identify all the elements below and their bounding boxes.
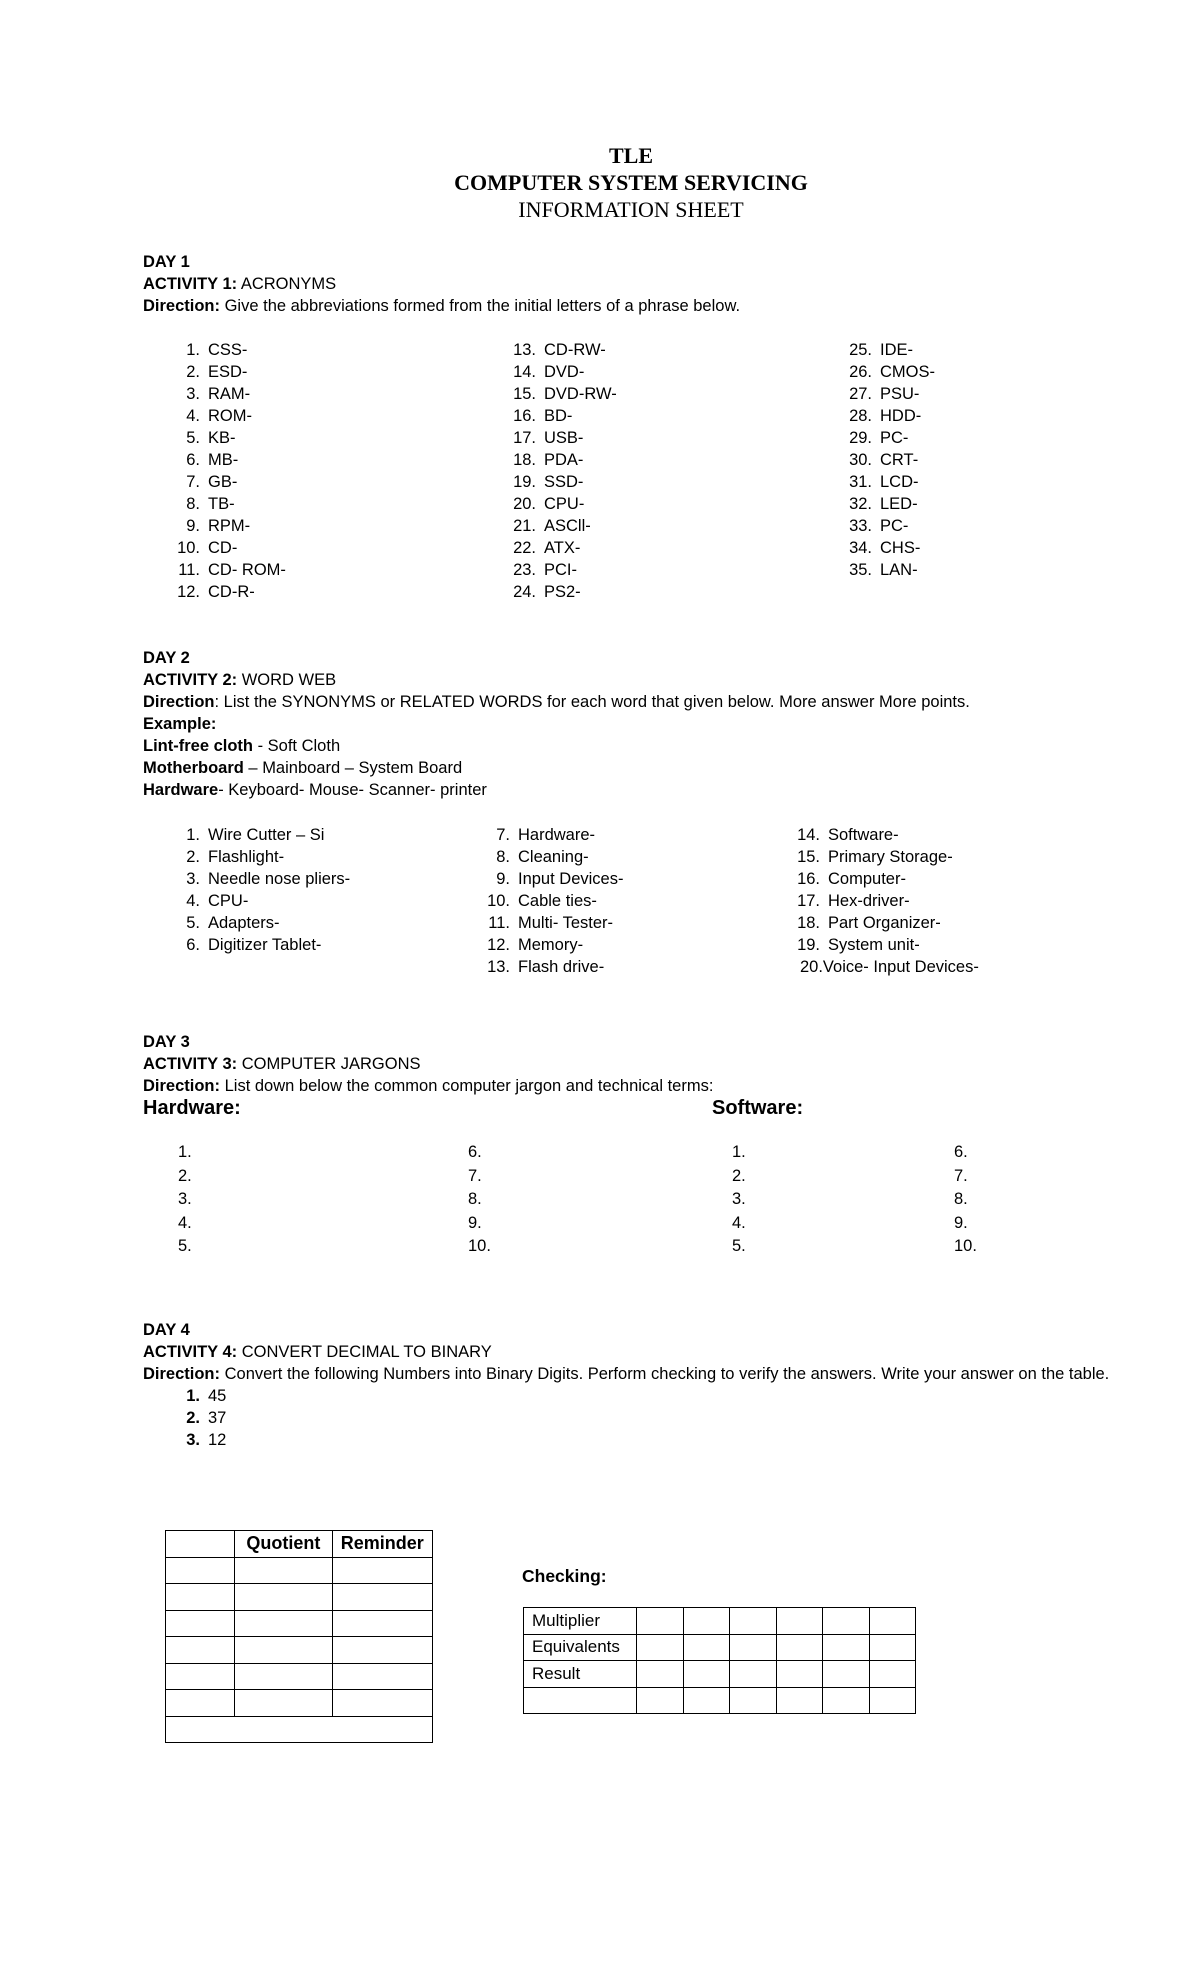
list-item — [482, 846, 623, 868]
list-item — [172, 890, 350, 912]
list-item-number: 18. — [797, 914, 820, 932]
list-item-number: 32. — [849, 495, 872, 513]
list-item — [172, 824, 350, 846]
list-item-number: 6. — [186, 936, 200, 954]
day1-list-col1 — [172, 339, 286, 603]
list-item-number: 21. — [513, 517, 536, 535]
list-item-number: 2. — [186, 363, 200, 381]
list-item — [508, 383, 617, 405]
list-item-text: PCI- — [544, 561, 577, 579]
day2-example-2: Motherboard – Mainboard – System Board — [143, 759, 463, 777]
blank-entry-number: 3. — [178, 1190, 192, 1208]
list-item-number: 26. — [849, 363, 872, 381]
day1-list-col2 — [508, 339, 617, 603]
list-item-text: Computer- — [828, 870, 906, 888]
blank-entry-number: 9. — [954, 1213, 968, 1232]
list-item-number: 8. — [186, 495, 200, 513]
blank-entry-number: 6. — [954, 1143, 968, 1161]
list-item-number: 9. — [186, 517, 200, 535]
list-item-number: 29. — [849, 429, 872, 447]
table-row — [166, 1557, 433, 1584]
list-item — [172, 493, 286, 515]
list-item-number: 16. — [797, 870, 820, 888]
day1-list-col3 — [844, 339, 935, 581]
list-item-text: Needle nose pliers- — [208, 870, 351, 888]
list-item — [508, 405, 617, 427]
blank-entry-number: 7. — [468, 1166, 482, 1185]
list-item — [482, 934, 623, 956]
list-item-number: 33. — [849, 517, 872, 535]
list-item-text: TB- — [208, 495, 235, 513]
blank-entry-number: 1. — [178, 1143, 192, 1161]
list-item-number: 1. — [186, 826, 200, 844]
list-item — [844, 537, 935, 559]
day2-item-20: 20.Voice- Input Devices- — [800, 958, 979, 976]
quotient-header: Quotient — [235, 1531, 332, 1558]
day1-heading: DAY 1 — [143, 253, 190, 271]
list-item — [508, 449, 617, 471]
list-item-number: 9. — [496, 870, 510, 888]
table-row — [166, 1716, 433, 1743]
list-item-text: SSD- — [544, 473, 584, 491]
blank-entry-number: 4. — [732, 1213, 746, 1232]
list-item-text: Part Organizer- — [828, 914, 941, 932]
list-item-number: 4. — [186, 892, 200, 910]
list-item — [508, 493, 617, 515]
checking-row-label: Result — [524, 1661, 637, 1688]
list-item-text: PC- — [880, 429, 909, 447]
list-item — [482, 956, 623, 978]
day2-list-col3 — [792, 824, 953, 956]
table-row — [166, 1584, 433, 1611]
list-item-number: 2. — [186, 848, 200, 866]
blank-entry-number: 1. — [732, 1143, 746, 1161]
list-item — [844, 361, 935, 383]
list-item-number: 4. — [186, 407, 200, 425]
list-item — [508, 427, 617, 449]
day1-direction: Direction: Give the abbreviations formed from the initial letters of a phrase below. — [143, 297, 741, 315]
list-item-number: 10. — [177, 539, 200, 557]
list-item-text: Adapters- — [208, 914, 280, 932]
list-item — [508, 515, 617, 537]
list-item — [844, 427, 935, 449]
software-heading: Software: — [712, 1097, 804, 1119]
list-item-number: 10. — [487, 892, 510, 910]
list-item — [844, 449, 935, 471]
list-item-number: 1. — [186, 341, 200, 359]
day2-heading: DAY 2 — [143, 649, 190, 667]
reminder-header: Reminder — [332, 1531, 432, 1558]
list-item — [792, 934, 953, 956]
list-item — [508, 339, 617, 361]
list-item-text: Digitizer Tablet- — [208, 936, 322, 954]
list-item — [172, 405, 286, 427]
list-item — [508, 559, 617, 581]
list-item — [508, 537, 617, 559]
list-item-text: Primary Storage- — [828, 848, 953, 866]
list-item-text: CSS- — [208, 341, 248, 359]
list-item-text: PSU- — [880, 385, 920, 403]
list-item — [172, 471, 286, 493]
list-item-number: 24. — [513, 583, 536, 601]
list-item — [172, 361, 286, 383]
list-item — [844, 405, 935, 427]
table-row — [524, 1608, 916, 1635]
checking-label: Checking: — [522, 1566, 607, 1586]
list-item — [844, 471, 935, 493]
list-item-text: KB- — [208, 429, 236, 447]
hardware-heading: Hardware: — [143, 1097, 241, 1119]
list-item-text: ROM- — [208, 407, 252, 425]
list-item-text: LCD- — [880, 473, 919, 491]
list-item-text: LAN- — [880, 561, 918, 579]
blank-entry-number: 8. — [468, 1190, 482, 1208]
list-item-text: CD-R- — [208, 583, 255, 601]
list-item — [172, 559, 286, 581]
day1-activity: ACTIVITY 1: ACRONYMS — [143, 275, 337, 293]
list-item-number: 15. — [797, 848, 820, 866]
list-item-text: RPM- — [208, 517, 251, 535]
title-tle: TLE — [608, 143, 654, 168]
day3-direction: Direction: List down below the common computer jargon and technical terms: — [143, 1077, 714, 1095]
table-row — [166, 1610, 433, 1637]
list-item-number: 28. — [849, 407, 872, 425]
list-item-text: CHS- — [880, 539, 921, 557]
list-item-text: CD- ROM- — [208, 561, 286, 579]
blank-entry-number: 2. — [178, 1166, 192, 1185]
software-list-1-5 — [732, 1141, 746, 1259]
list-item-text: ASCll- — [544, 517, 591, 535]
blank-entry-number: 5. — [732, 1237, 746, 1255]
list-item-number: 27. — [849, 385, 872, 403]
list-item-number: 30. — [849, 451, 872, 469]
list-item — [792, 912, 953, 934]
list-item-number: 11. — [178, 561, 200, 579]
list-item — [482, 890, 623, 912]
list-item — [172, 515, 286, 537]
list-item-text: Software- — [828, 826, 899, 844]
day4-number-list: 1. 45 2. 37 3. 12 — [186, 1387, 227, 1449]
list-item-text: CRT- — [880, 451, 919, 469]
list-item-number: 20. — [513, 495, 536, 513]
list-item-number: 3. — [186, 385, 200, 403]
checking-table — [523, 1607, 916, 1714]
conversion-table — [165, 1530, 433, 1743]
blank-entry-number: 5. — [178, 1237, 192, 1255]
list-item-number: 25. — [849, 341, 872, 359]
table-row — [166, 1690, 433, 1717]
title-sheet: INFORMATION SHEET — [518, 197, 744, 222]
day4-activity: ACTIVITY 4: CONVERT DECIMAL TO BINARY — [143, 1343, 492, 1361]
list-item — [482, 824, 623, 846]
list-item — [172, 427, 286, 449]
list-item — [508, 471, 617, 493]
day2-example-1: Lint-free cloth - Soft Cloth — [143, 737, 341, 755]
list-item-text: Memory- — [518, 936, 584, 954]
list-item-text: LED- — [880, 495, 918, 513]
list-item — [844, 559, 935, 581]
table-row — [166, 1663, 433, 1690]
blank-entry-number: 3. — [732, 1190, 746, 1208]
list-item-number: 15. — [513, 385, 536, 403]
title-subject: COMPUTER SYSTEM SERVICING — [454, 170, 808, 195]
list-item-text: CD-RW- — [544, 341, 606, 359]
blank-entry-number: 8. — [954, 1190, 968, 1208]
list-item-text: DVD- — [544, 363, 585, 381]
checking-row-label — [524, 1687, 637, 1714]
list-item — [844, 493, 935, 515]
list-item-text: CD- — [208, 539, 238, 557]
blank-entry-number: 4. — [178, 1213, 192, 1232]
list-item-text: GB- — [208, 473, 238, 491]
list-item-text: CPU- — [544, 495, 585, 513]
list-item-text: DVD-RW- — [544, 385, 617, 403]
list-item-number: 14. — [797, 826, 820, 844]
list-item-number: 12. — [487, 936, 510, 954]
blank-entry-number: 10. — [468, 1237, 491, 1255]
list-item-number: 8. — [496, 848, 510, 866]
list-item-text: Cleaning- — [518, 848, 589, 866]
list-item-number: 19. — [513, 473, 536, 491]
list-item-text: Flash drive- — [518, 958, 605, 976]
list-item-text: Hardware- — [518, 826, 596, 844]
list-item-number: 14. — [513, 363, 536, 381]
list-item-text: Cable ties- — [518, 892, 597, 910]
blank-entry-number: 7. — [954, 1166, 968, 1185]
list-item-text: CMOS- — [880, 363, 935, 381]
list-item-number: 34. — [849, 539, 872, 557]
list-item — [172, 383, 286, 405]
list-item-text: HDD- — [880, 407, 922, 425]
list-item — [172, 846, 350, 868]
list-item-number: 5. — [186, 914, 200, 932]
table-row — [166, 1637, 433, 1664]
checking-row-label: Equivalents — [524, 1634, 637, 1661]
blank-entry-number: 10. — [954, 1237, 977, 1255]
list-item-number: 16. — [513, 407, 536, 425]
software-list-6-10 — [954, 1141, 977, 1259]
day2-list-col1 — [172, 824, 350, 956]
hardware-list-1-5 — [178, 1141, 192, 1259]
list-item-text: RAM- — [208, 385, 251, 403]
day3-heading: DAY 3 — [143, 1033, 190, 1051]
list-item — [482, 868, 623, 890]
list-item-text: MB- — [208, 451, 239, 469]
day2-example-3: Hardware- Keyboard- Mouse- Scanner- printer — [143, 781, 487, 799]
list-item-number: 7. — [186, 473, 200, 491]
conversion-table-corner — [166, 1531, 235, 1558]
list-item-text: System unit- — [828, 936, 920, 954]
list-item-number: 5. — [186, 429, 200, 447]
list-item-number: 31. — [849, 473, 872, 491]
list-item — [844, 383, 935, 405]
list-item-text: USB- — [544, 429, 584, 447]
list-item — [172, 449, 286, 471]
list-item-text: PDA- — [544, 451, 584, 469]
day2-activity: ACTIVITY 2: WORD WEB — [143, 671, 337, 689]
list-item — [172, 912, 350, 934]
list-item — [172, 537, 286, 559]
list-item-text: Multi- Tester- — [518, 914, 614, 932]
blank-entry-number: 6. — [468, 1143, 482, 1161]
list-item-text: Hex-driver- — [828, 892, 910, 910]
list-item-text: Input Devices- — [518, 870, 624, 888]
list-item-text: IDE- — [880, 341, 913, 359]
list-item-text: ESD- — [208, 363, 248, 381]
list-item — [508, 581, 617, 603]
list-item-text: Wire Cutter – Si — [208, 826, 325, 844]
list-item — [844, 515, 935, 537]
blank-entry-number: 9. — [468, 1213, 482, 1232]
list-item-number: 13. — [513, 341, 536, 359]
list-item-number: 7. — [496, 826, 510, 844]
day4-direction: Direction: Convert the following Numbers into Binary Digits. Perform checking to verify the answers. Write your answer on the table. — [143, 1365, 1110, 1383]
list-item — [482, 912, 623, 934]
list-item-number: 6. — [186, 451, 200, 469]
list-item — [792, 846, 953, 868]
table-row — [524, 1661, 916, 1688]
day4-heading: DAY 4 — [143, 1321, 190, 1339]
list-item-text: CPU- — [208, 892, 249, 910]
list-item-number: 13. — [487, 958, 510, 976]
day2-list-col2 — [482, 824, 623, 978]
list-item — [172, 339, 286, 361]
list-item — [792, 890, 953, 912]
hardware-list-6-10 — [468, 1141, 491, 1259]
list-item — [172, 934, 350, 956]
list-item-text: BD- — [544, 407, 573, 425]
list-item-number: 11. — [488, 914, 510, 932]
list-item-number: 12. — [177, 583, 200, 601]
list-item-number: 22. — [513, 539, 536, 557]
day2-example-label: Example: — [143, 715, 217, 733]
list-item-number: 18. — [513, 451, 536, 469]
list-item-text: ATX- — [544, 539, 581, 557]
list-item — [844, 339, 935, 361]
list-item — [792, 868, 953, 890]
table-row — [524, 1634, 916, 1661]
list-item-number: 35. — [849, 561, 872, 579]
table-row — [524, 1687, 916, 1714]
day2-direction: Direction: List the SYNONYMS or RELATED WORDS for each word that given below. More answer More points. — [143, 693, 970, 711]
list-item-number: 17. — [797, 892, 820, 910]
list-item-number: 19. — [797, 936, 820, 954]
checking-row-label: Multiplier — [524, 1608, 637, 1635]
list-item — [172, 868, 350, 890]
list-item-number: 3. — [186, 870, 200, 888]
blank-entry-number: 2. — [732, 1166, 746, 1185]
list-item — [508, 361, 617, 383]
list-item-text: Flashlight- — [208, 848, 285, 866]
day3-activity: ACTIVITY 3: COMPUTER JARGONS — [143, 1055, 421, 1073]
list-item-text: PC- — [880, 517, 909, 535]
list-item-number: 17. — [513, 429, 536, 447]
list-item-text: PS2- — [544, 583, 581, 601]
list-item — [172, 581, 286, 603]
list-item-number: 23. — [513, 561, 536, 579]
list-item — [792, 824, 953, 846]
